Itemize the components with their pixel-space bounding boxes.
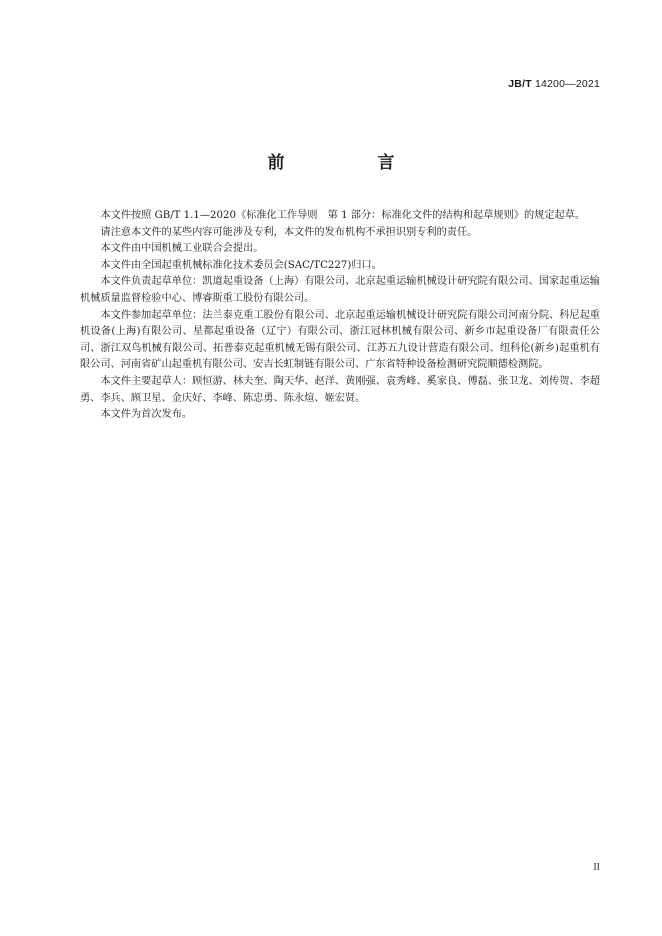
foreword-body (80, 208, 600, 424)
standard-code (508, 78, 600, 90)
paragraph-first-release: 本文件为首次发布。 (100, 409, 193, 421)
standard-number: 14200—2021 (534, 78, 600, 90)
page-title: 前 言 (267, 153, 433, 173)
paragraph-main-drafters: 本文件主要起草人：顾恒游、林夫奎、陶天华、赵洋、黄刚强、袁秀峰、奚家良、傅磊、张卫龙、刘传贺、李超勇、李兵、顾卫星、金庆好、李峰、陈忠勇、陈永煊、姬宏贤。 (80, 375, 600, 404)
paragraph-proposed-by: 本文件由中国机械工业联合会提出。 (100, 243, 264, 255)
paragraph-patent-notice: 请注意本文件的某些内容可能涉及专利，本文件的发布机构不承担识别专利的责任。 (100, 226, 478, 238)
paragraph-participating-drafters: 本文件参加起草单位：法兰泰克重工股份有限公司、北京起重运输机械设计研究院有限公司河南分院、科尼起重机设备(上海)有限公司、星都起重设备（辽宁）有限公司、浙江冠林机械有限公司、新乡市起重设备厂有限责任公司、浙江双鸟机械有限公司、拓普泰克起重机械无锡有限公司、江苏五九设计营造有限公司、纽科伦(新乡)起重机有限公司、河南省矿山起重机有限公司、安吉长虹制链有限公司、广东省特种设备检测研究院顺德检测院。 (80, 309, 600, 371)
paragraph-responsible-drafters: 本文件负责起草单位：凯道起重设备（上海）有限公司、北京起重运输机械设计研究院有限公司、国家起重运输机械质量监督检验中心、博睿斯重工股份有限公司。 (80, 276, 600, 304)
standard-prefix: JB/T (508, 78, 532, 90)
paragraph-under-jurisdiction: 本文件由全国起重机械标准化技术委员会(SAC/TC227)归口。 (100, 259, 382, 271)
paragraph-drafting-rules: 本文件按照 GB/T 1.1—2020《标准化工作导则 第 1 部分：标准化文件的结构和起草规则》的规定起草。 (100, 210, 586, 221)
page-number: II (593, 862, 600, 873)
